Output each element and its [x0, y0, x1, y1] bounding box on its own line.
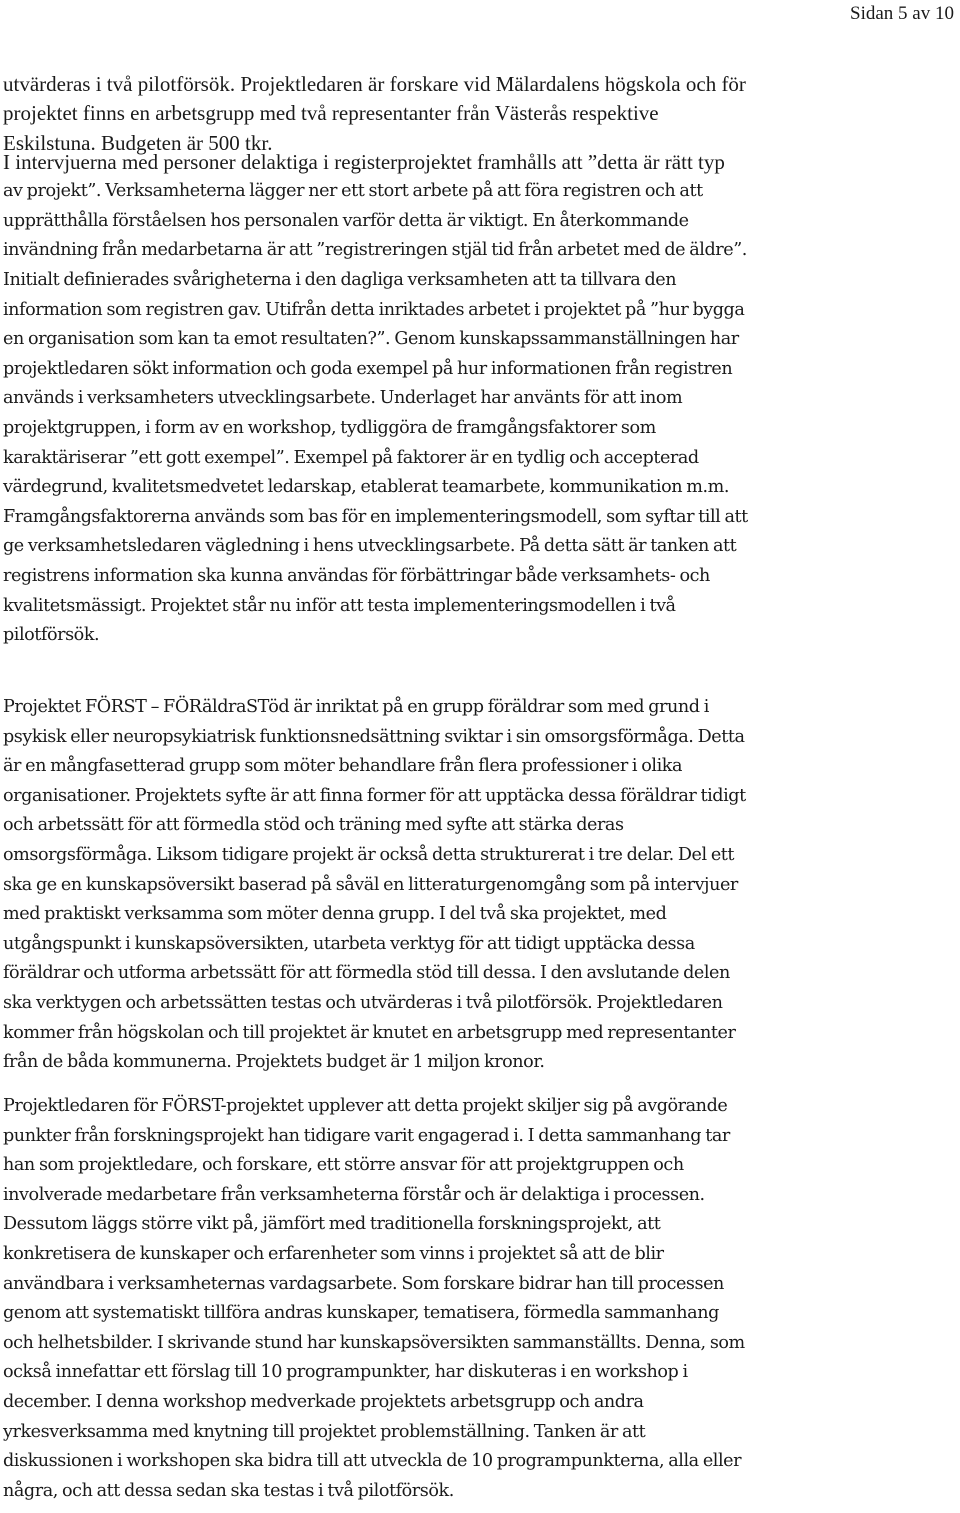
page-number: Sidan 5 av 10 [850, 3, 954, 24]
text-line: ska verktygen och arbetssätten testas och utvärderas i två pilotförsök. Projektledaren [3, 992, 723, 1013]
text-line: en organisation som kan ta emot resultaten?”. Genom kunskapssammanställningen har [3, 329, 739, 350]
text-line: värdegrund, kvalitetsmedvetet ledarskap, etablerat teamarbete, kommunikation m.m. [3, 477, 730, 498]
text-line: och helhetsbilder. I skrivande stund har kunskapsöversikten sammanställts. Denna, som [3, 1332, 745, 1353]
text-line: december. I denna workshop medverkade projektets arbetsgrupp och andra [3, 1391, 644, 1412]
text-line: Projektet FÖRST – FÖRäldraSTöd är inriktat på en grupp föräldrar som med grund i [3, 697, 709, 717]
text-line: registrens information ska kunna användas för förbättringar både verksamhets- och [3, 566, 710, 587]
text-line: är en mångfasetterad grupp som möter behandlare från flera professioner i olika [3, 756, 682, 777]
text-line: karaktäriserar ”ett gott exempel”. Exempel på faktorer är en tydlig och accepterad [3, 447, 699, 468]
text-line: utgångspunkt i kunskapsöversikten, utarbeta verktyg för att tidigt upptäcka dessa [3, 933, 695, 954]
text-line: organisationer. Projektets syfte är att finna former för att upptäcka dessa föräldrar tidigt [3, 785, 746, 806]
text-line: projektet finns en arbetsgrupp med två representanter från Västerås respektive [3, 101, 659, 126]
text-line: projektledaren sökt information och goda exempel på hur informationen från registren [3, 358, 733, 379]
text-line: ska ge en kunskapsöversikt baserad på såväl en litteraturgenomgång som på intervjuer [3, 874, 738, 895]
text-line: konkretisera de kunskaper och erfarenheter som vinns i projektet så att de blir [3, 1243, 664, 1264]
text-line: involverade medarbetare från verksamheterna förstår och är delaktiga i processen. [3, 1184, 705, 1205]
text-line: punkter från forskningsprojekt han tidigare varit engagerad i. I detta sammanhang tar [3, 1125, 730, 1146]
text-line: upprätthålla förståelsen hos personalen varför detta är viktigt. En återkommande [3, 210, 689, 231]
text-line: yrkesverksamma med knytning till projektet problemställning. Tanken är att [3, 1421, 646, 1442]
text-line: diskussionen i workshopen ska bidra till att utveckla de 10 programpunkterna, alla eller [3, 1451, 742, 1472]
text-line: från de båda kommunerna. Projektets budget är 1 miljon kronor. [3, 1052, 545, 1073]
text-line: Eskilstuna. Budgeten är 500 tkr. [3, 130, 273, 155]
paragraph-register-project [3, 148, 958, 651]
text-line: Projektledaren för FÖRST-projektet upplever att detta projekt skiljer sig på avgörande [3, 1096, 728, 1116]
text-line: Dessutom läggs större vikt på, jämfört med traditionella forskningsprojekt, att [3, 1214, 661, 1235]
text-line: kommer från högskolan och till projektet är knutet en arbetsgrupp med representanter [3, 1022, 736, 1043]
text-line: också innefattar ett förslag till 10 programpunkter, har diskuteras i en workshop i [3, 1362, 688, 1383]
text-line: föräldrar och utforma arbetssätt för att förmedla stöd till dessa. I den avslutande delen [3, 963, 730, 984]
text-line: invändning från medarbetarna är att ”registreringen stjäl tid från arbetet med de äldre”. [3, 240, 747, 261]
text-line: och arbetssätt för att förmedla stöd och träning med syfte att stärka deras [3, 815, 624, 836]
text-line: information som registren gav. Utifrån detta inriktades arbetet i projektet på ”hur bygga [3, 299, 745, 320]
text-line: några, och att dessa sedan ska testas i två pilotförsök. [3, 1480, 454, 1501]
text-line: kvalitetsmässigt. Projektet står nu inför att testa implementeringsmodellen i två [3, 595, 676, 616]
text-line: psykisk eller neuropsykiatrisk funktionsnedsättning sviktar i sin omsorgsförmåga. Detta [3, 726, 745, 747]
text-line: Initialt definierades svårigheterna i den dagliga verksamheten att ta tillvara den [3, 270, 677, 291]
text-line: I intervjuerna med personer delaktiga i registerprojektet framhålls att ”detta är rätt typ [3, 150, 725, 174]
text-line: Framgångsfaktorerna används som bas för en implementeringsmodell, som syftar till att [3, 506, 748, 527]
text-line: användbara i verksamheternas vardagsarbete. Som forskare bidrar han till processen [3, 1273, 724, 1294]
text-line: omsorgsförmåga. Liksom tidigare projekt är också detta strukturerat i tre delar. Del ett [3, 844, 735, 865]
text-line: utvärderas i två pilotförsök. Projektledaren är forskare vid Mälardalens högskola och för [3, 72, 746, 96]
text-line: av projekt”. Verksamheterna lägger ner ett stort arbete på att föra registren och att [3, 181, 703, 202]
text-line: projektgruppen, i form av en workshop, tydliggöra de framgångsfaktorer som [3, 418, 656, 439]
text-line: med praktiskt verksamma som möter denna grupp. I del två ska projektet, med [3, 904, 667, 925]
paragraph-budget-intro [3, 70, 958, 158]
text-line: genom att systematiskt tillföra andras kunskaper, tematisera, förmedla sammanhang [3, 1303, 719, 1324]
text-line: ge verksamhetsledaren vägledning i hens utvecklingsarbete. På detta sätt är tanken att [3, 536, 737, 557]
text-line: pilotförsök. [3, 625, 100, 646]
paragraph-project-leader [3, 1092, 958, 1506]
text-line: används i verksamheters utvecklingsarbete. Underlaget har använts för att inom [3, 388, 683, 409]
text-line: han som projektledare, och forskare, ett större ansvar för att projektgruppen och [3, 1155, 684, 1176]
paragraph-forst-project [3, 693, 958, 1078]
